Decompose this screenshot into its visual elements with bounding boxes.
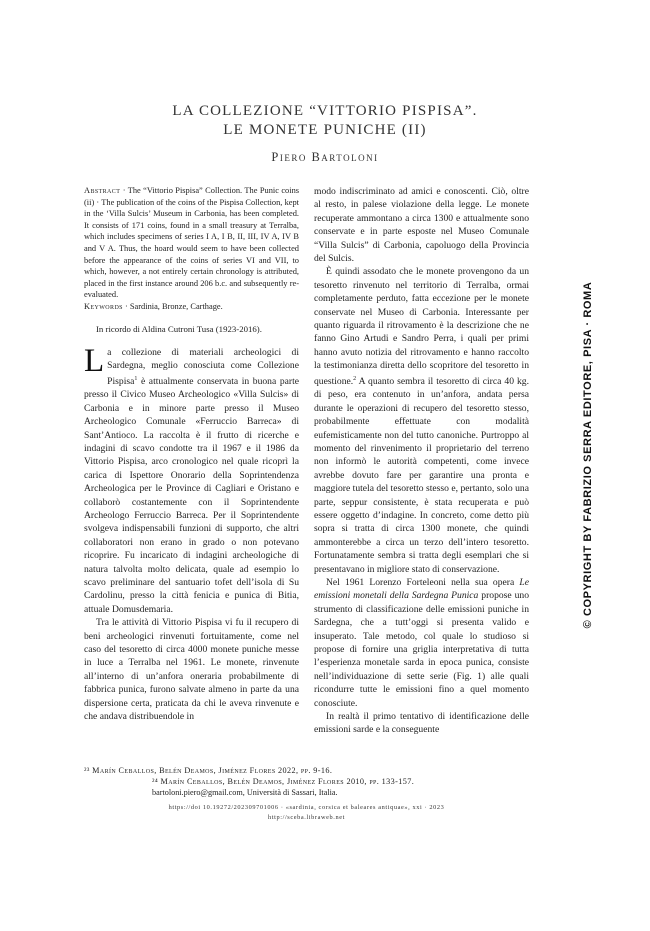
paragraph-1 [84, 342, 299, 616]
abstract-label: Abstract [84, 186, 121, 195]
footnote-ref-1: 1 [134, 375, 138, 382]
paragraph-5-rest: propose uno strumento di classificazione delle emissioni puniche in Sardegna, che a tutt’oggi si presenta valido e insuperato. Tale metodo, col quale lo studioso si propose di fornire una griglia interpretativa di tutta l’esperienza monetale sarda in epoca punica, consiste nell’individuazione di sette serie (Fig. 1) alle quali ricondurre tutte le emissioni fino a quel momento conosciute. [314, 590, 530, 709]
copyright-text: © COPYRIGHT BY FABRIZIO SERRA EDITORE, PISA · ROMA [582, 281, 594, 629]
footnotes [84, 765, 544, 798]
author-name: Piero Bartoloni [271, 150, 379, 164]
left-column [84, 185, 299, 724]
paragraph-5 [314, 576, 529, 710]
keywords-label: Keywords [84, 301, 123, 311]
article-title-line-2: LE MONETE PUNICHE (II) [223, 122, 427, 138]
page-footer [84, 803, 529, 823]
dedication-line: In ricordo di Aldina Cutroni Tusa (1923-2016). [96, 323, 262, 334]
right-column [314, 185, 529, 737]
cited-work-title: Le emissioni monetali della Sardegna Punica [314, 576, 529, 602]
author-email: bartoloni.piero@gmail.com, Università di Sassari, Italia. [152, 788, 338, 797]
paragraph-4-start: È quindi assodato che le monete provengono da un tesoretto rinvenuto nel territorio di Terralba, ormai completamente perduto, fatta eccezione per le monete conservate nel Museo di Carbonia. Interessante per quanto riguarda il ritrovamento è la descrizione che ne fanno Gino Artudi e Sandro Perra, i quali per primi hanno avuto notizia del ritrovamento e hanno raccolto la testimonianza diretta dello scopritore del tesoretto in questione. [314, 266, 529, 387]
paragraph-2: Tra le attività di Vittorio Pispisa vi fu il recupero di beni archeologici rinvenuti fortuitamente, come nel caso del tesoretto di circa 4000 monete puniche messe in luce a Terralba nel 1961. Le monete, rinvenute all’interno di un’anfora oneraria probabilmente di fabbrica punica, furono salvate almeno in parte da una dispersione certa, praticata da chi le aveva rinvenute e che andava distribuendole in [84, 617, 299, 723]
keywords-text: · Sardinia, Bronze, Carthage. [125, 301, 223, 311]
drop-cap: L [84, 342, 105, 379]
footnote-ref-2: 2 [353, 375, 357, 382]
keywords [84, 301, 299, 313]
paragraph-6: In realtà il primo tentativo di identificazione delle emissioni sarde e la conseguente [314, 711, 529, 736]
abstract [84, 185, 299, 301]
abstract-text: · The “Vittorio Pispisa” Collection. The Punic coins (ii) · The publication of the coins of the Pispisa Collection, kept in the ‘Villa Sulcis’ Museum in Carbonia, has been completed. It consists of 171 coins, found in a small treasury at Terralba, which includes specimens of series I A, I B, II, III, IV A, IV B and V A. Thus, the hoard would seem to have been collected before the appearance of the coins of series VI and VII, to which, however, a not entirely certain chronology is attributed, placed in the first instance around 206 b.c. and subsequently re-evaluated. [84, 186, 300, 300]
footer-doi-line: https://doi 10.19272/202309701006 · «sardinia, corsica et baleares antiquae», xxi · 2023 [168, 804, 445, 811]
paragraph-5-start: Nel 1961 Lorenzo Forteleoni nella sua opera [326, 576, 520, 588]
footnote-2: ²⁴ Marín Ceballos, Belén Deamos, Jiménez Flores 2010, pp. 133-157. [152, 777, 415, 786]
footer-url-line: http://sceba.libraweb.net [268, 814, 345, 821]
paragraph-1-start: a collezione di materiali archeologici di Sardegna, meglio conosciuta come Collezione Pispisa [107, 346, 299, 387]
paragraph-1-rest: è attualmente conservata in buona parte presso il Civico Museo Archeologico «Villa Sulcis» di Carbonia e in minore parte presso il Museo Archeologico Comunale «Ferruccio Barreca» di Sant’Antioco. La raccolta è il frutto di ricerche e indagini di scavo condotte tra il 1967 e il 1986 da Vittorio Pispisa, arco cronologico nel quale ricoprì la carica di Ispettore Onorario della Soprintendenza Archeologica per le Province di Cagliari e Oristano e collaborò costantemente con il Soprintendente Archeologo Ferruccio Barreca. Per il Soprintendente svolgeva indispensabili funzioni di supporto, che altri collaboratori non erano in grado o non potevano ricoprire. Fu incaricato di indagini archeologiche di natura talvolta molto delicata, quale ad esempio lo scavo preliminare del santuario tofet dell’isola di Su Cardolinu, presso la città fenicia e punica di Bitia, attuale Domusdemaria. [84, 375, 299, 615]
footnote-1: ²³ Marín Ceballos, Belén Deamos, Jiménez Flores 2022, pp. 9-16. [84, 766, 333, 775]
article-title-line-1: LA COLLEZIONE “VITTORIO PISPISA”. [172, 103, 478, 119]
paragraph-4 [314, 265, 529, 576]
paragraph-3: modo indiscriminato ad amici e conoscenti. Ciò, oltre al resto, in palese violazione della legge. Le monete recuperate ammontano a circa 1300 e attualmente sono conservate e in parte esposte nel Museo Comunale “Villa Sulcis” di Carbonia, capoluogo della Provincia del Sulcis. [314, 186, 529, 265]
paragraph-4-rest: A quanto sembra il tesoretto di circa 40 kg. di peso, era contenuto in un’anfora, andata persa durante le operazioni di recupero del tesoretto stesso, probabilmente effettuate con modalità eufemisticamente non del tutto canoniche. Purtroppo al momento del rinvenimento il proprietario del terreno non informò le autorità competenti, come invece avrebbe dovuto fare per garantire una pronta e maggiore tutela del tesoretto stesso e, pertanto, solo una parte, seppur consistente, è stata recuperata e può essere oggetto d’indagine. In concreto, come detto più sopra si tratta di circa 1300 monete, che quindi ammonterebbe a circa un terzo dell’intero tesoretto. Fortunatamente sembra si tratta degli esemplari che si presentavano in migliore stato di conservazione. [314, 375, 529, 575]
